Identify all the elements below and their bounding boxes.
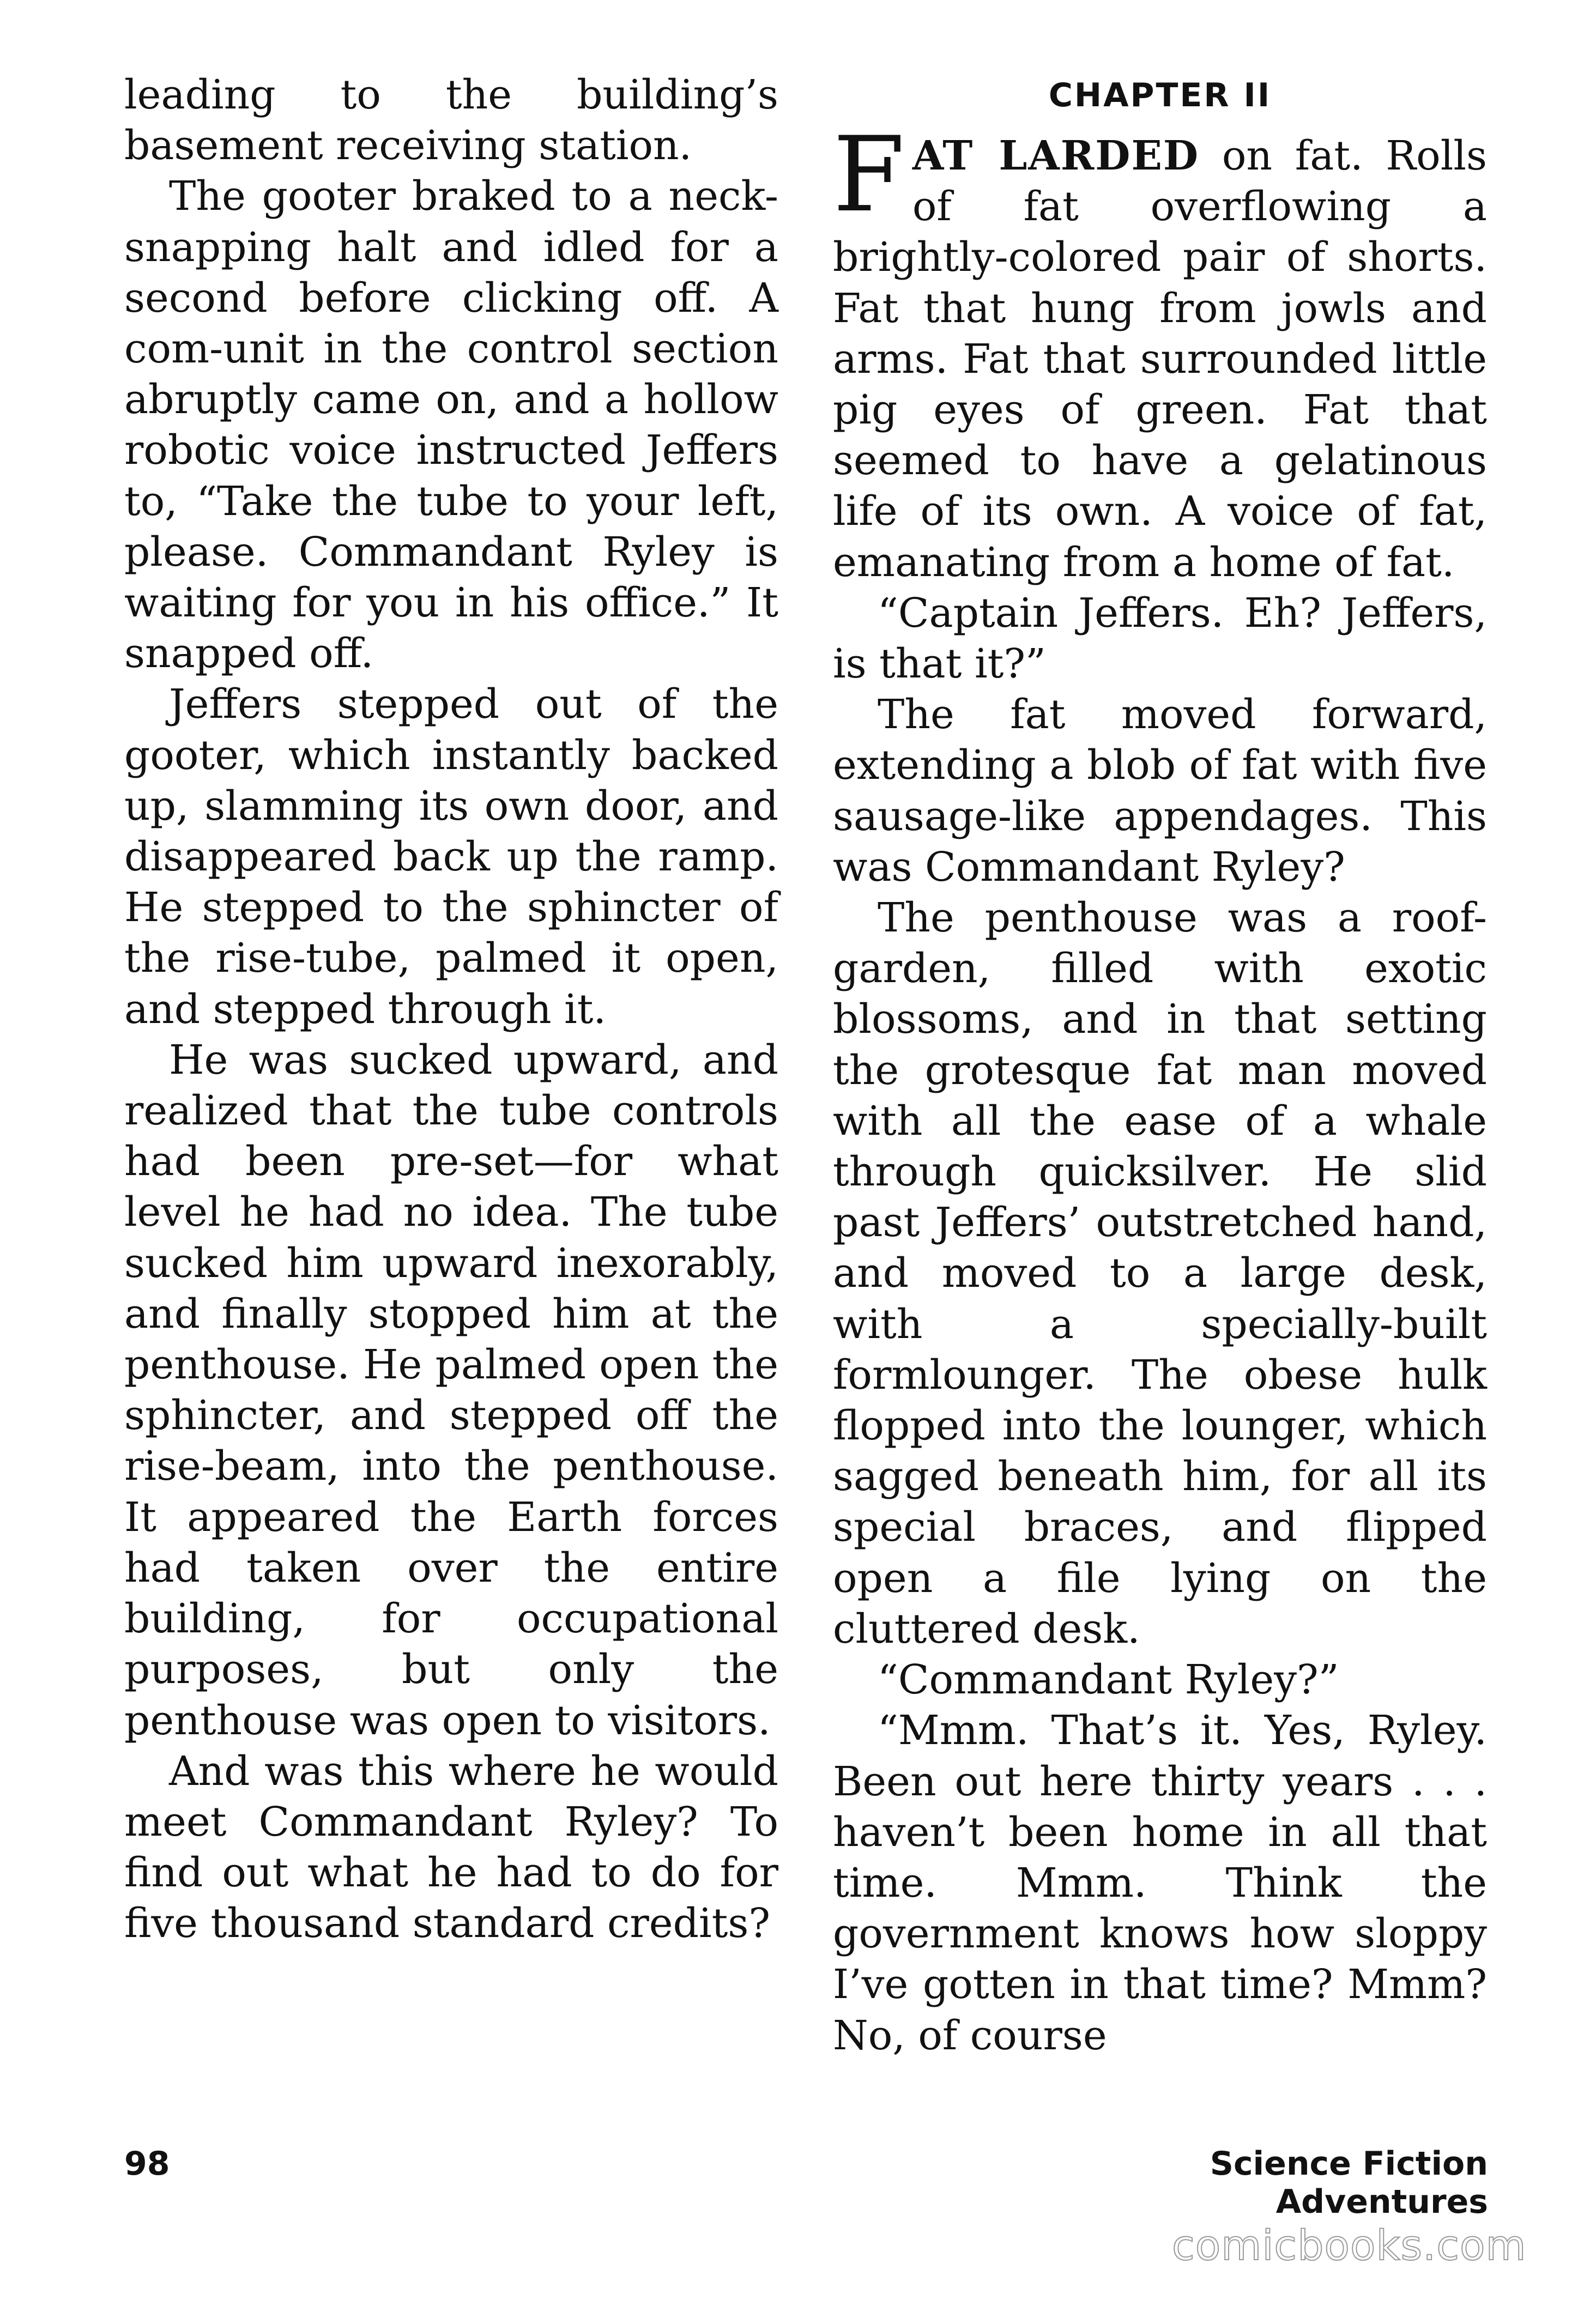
paragraph: The penthouse was a roof-garden, filled with exotic blossoms, and in that setting the grotesque fat man moved with all the ease of a whale through quicksilver. He slid past Jeffers’ outstretched hand, and moved to a large desk, with a specially-built formlounger. The obese hulk flopped into the lounger, which sagged beneath him, for all its special braces, and flipped open a file lying on the cluttered desk.: [833, 894, 1487, 1653]
paragraph: leading to the building’s basement receiving station.: [124, 71, 778, 170]
magazine-title: Science Fiction Adventures: [1210, 2145, 1488, 2221]
paragraph: “Captain Jeffers. Eh? Jeffers, is that it?”: [833, 589, 1487, 688]
opening-text: on fat. Rolls of fat overflowing a brightly-colored pair of shorts. Fat that hung from jowls and arms. Fat that surrounded little pig eyes of green. Fat that seemed to have a gelatinous life of its own. A voice of fat, emanating from a home of fat.: [833, 132, 1488, 586]
right-text-column: [833, 70, 1487, 2061]
page-number: 98: [124, 2145, 170, 2183]
left-text-column: [124, 70, 778, 1950]
opening-paragraph: [833, 114, 1488, 588]
paragraph: Jeffers stepped out of the gooter, which instantly backed up, slamming its own door, and disappeared back up the ramp. He stepped to the sphincter of the rise-tube, palmed it open, and stepped through it.: [124, 681, 778, 1033]
paragraph: The fat moved forward, extending a blob of fat with five sausage-like appendages. This was Commandant Ryley?: [833, 691, 1487, 891]
paragraph: “Commandant Ryley?”: [878, 1656, 1339, 1704]
paragraph: The gooter braked to a neck-snapping halt and idled for a second before clicking off. A com-unit in the control section abruptly came on, and a hollow robotic voice instructed Jeffers to, “Take the tube to your left, please. Commandant Ryley is waiting for you in his office.” It snapped off.: [124, 173, 778, 677]
watermark: comicbooks.com: [1172, 2221, 1527, 2269]
paragraph: He was sucked upward, and realized that the tube controls had been pre-set—for what level he had no idea. The tube sucked him upward inexorably, and finally stopped him at the penthouse. He palmed open the sphincter, and stepped off the rise-beam, into the penthouse. It appeared the Earth forces had taken over the entire building, for occupational purposes, but only the penthouse was open to visitors.: [124, 1036, 778, 1744]
small-caps-lead: AT LARDED: [912, 132, 1200, 179]
drop-cap: F: [833, 114, 905, 235]
paragraph: And was this where he would meet Commandant Ryley? To find out what he had to do for five thousand standard credits?: [124, 1747, 778, 1947]
paragraph: “Mmm. That’s it. Yes, Ryley. Been out here thirty years . . . haven’t been home in all that time. Mmm. Think the government knows how sloppy I’ve gotten in that time? Mmm? No, of course: [833, 1707, 1487, 2059]
chapter-heading: CHAPTER II: [1048, 76, 1272, 114]
